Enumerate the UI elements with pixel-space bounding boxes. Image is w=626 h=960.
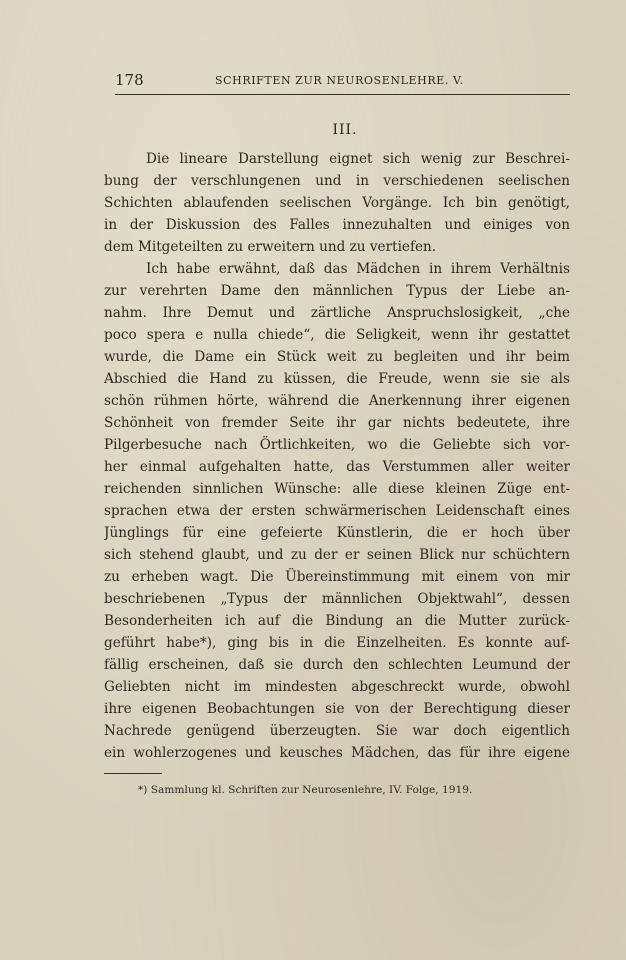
- section-heading: III.: [332, 122, 358, 138]
- text-line: zur verehrten Dame den männlichen Typus der Liebe an-: [104, 283, 570, 299]
- text-line: sprachen etwa der ersten schwärmerischen Leidenschaft eines: [104, 503, 570, 519]
- text-line: fällig erscheinen, daß sie durch den schlechten Leumund der: [104, 657, 570, 673]
- text-line: Besonderheiten ich auf die Bindung an die Mutter zurück-: [104, 613, 570, 629]
- text-line: Schichten ablaufenden seelischen Vorgänge. Ich bin genötigt,: [104, 195, 570, 211]
- text-line: nahm. Ihre Demut und zärtliche Anspruchslosigkeit, „che: [104, 305, 570, 321]
- page-header: [115, 70, 570, 92]
- running-title: SCHRIFTEN ZUR NEUROSENLEHRE. V.: [215, 74, 464, 87]
- text-line: ihre eigenen Beobachtungen sie von der Berechtigung dieser: [104, 701, 570, 717]
- text-line: dem Mitgeteilten zu erweitern und zu vertiefen.: [104, 239, 437, 255]
- body-text: [104, 148, 570, 764]
- text-line: reichenden sinnlichen Wünsche: alle diese kleinen Züge ent-: [104, 481, 570, 497]
- text-line: wurde, die Dame ein Stück weit zu begleiten und ihr beim: [104, 349, 570, 365]
- page-number: 178: [115, 71, 144, 89]
- text-line: Ich habe erwähnt, daß das Mädchen in ihrem Verhältnis: [146, 261, 570, 277]
- text-line: sich stehend glaubt, und zu der er seinen Blick nur schüchtern: [104, 547, 570, 563]
- text-line: beschriebenen „Typus der männlichen Objektwahl“, dessen: [104, 591, 570, 607]
- header-rule: [115, 94, 570, 95]
- footnote: *) Sammlung kl. Schriften zur Neurosenlehre, IV. Folge, 1919.: [138, 784, 473, 796]
- text-line: poco spera e nulla chiede“, die Seligkeit, wenn ihr gestattet: [104, 327, 570, 343]
- text-line: Nachrede genügend überzeugten. Sie war doch eigentlich: [104, 723, 570, 739]
- text-line: in der Diskussion des Falles innezuhalten und einiges von: [104, 217, 570, 233]
- text-line: geführt habe*), ging bis in die Einzelheiten. Es konnte auf-: [104, 635, 570, 651]
- text-line: schön rühmen hörte, während die Anerkennung ihrer eigenen: [104, 393, 570, 409]
- text-line: Pilgerbesuche nach Örtlichkeiten, wo die Geliebte sich vor-: [104, 437, 570, 453]
- footnote-rule: [104, 773, 162, 774]
- text-line: Schönheit von fremder Seite ihr gar nichts bedeutete, ihre: [104, 415, 570, 431]
- text-line: Jünglings für eine gefeierte Künstlerin, die er hoch über: [104, 525, 570, 541]
- text-line: Die lineare Darstellung eignet sich wenig zur Beschrei-: [146, 151, 570, 167]
- text-line: her einmal aufgehalten hatte, das Verstummen aller weiter: [104, 459, 570, 475]
- text-line: zu erheben wagt. Die Übereinstimmung mit einem von mir: [104, 569, 570, 585]
- text-line: Geliebten nicht im mindesten abgeschreckt wurde, obwohl: [104, 679, 570, 695]
- text-line: Abschied die Hand zu küssen, die Freude, wenn sie sie als: [104, 371, 570, 387]
- text-line: bung der verschlungenen und in verschiedenen seelischen: [104, 173, 570, 189]
- text-line: ein wohlerzogenes und keusches Mädchen, das für ihre eigene: [104, 745, 570, 761]
